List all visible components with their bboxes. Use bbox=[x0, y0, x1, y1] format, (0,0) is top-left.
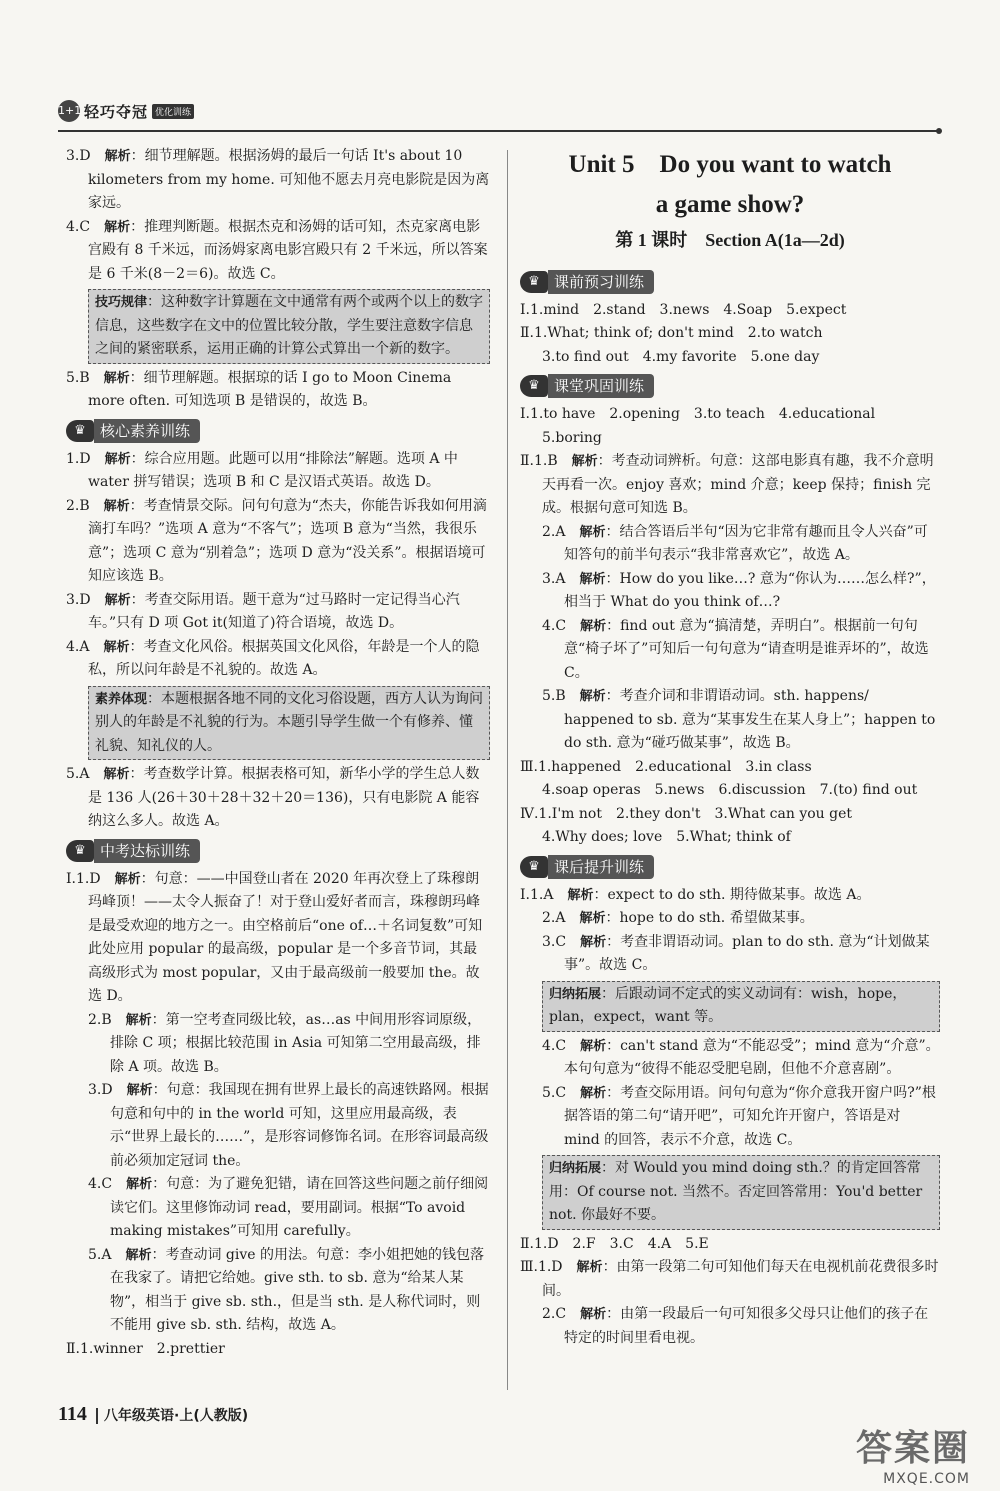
section-title: 课后提升训练 bbox=[548, 855, 654, 879]
tip-box: 归纳拓展：后跟动词不定式的实义动词有：wish，hope，plan，expect，want 等。 bbox=[542, 981, 940, 1032]
section-title: 课前预习训练 bbox=[548, 270, 654, 294]
section-banner bbox=[66, 418, 200, 444]
page-number: 114 bbox=[58, 1403, 87, 1425]
page-footer bbox=[58, 1403, 248, 1426]
answer-item: 2.A 解析：hope to do sth. 希望做某事。 bbox=[542, 910, 814, 926]
answer-item: Ⅱ.1.winner 2.prettier bbox=[66, 1340, 225, 1357]
answer-item: 2.B 解析：考查情景交际。问句句意为“杰夫，你能告诉我如何用滴滴打车吗？”选项 A 意为“不客气”；选项 B 意为“当然，我很乐意”；选项 C 意为“别着急”；选项 D 意为“没关系”。根据语境可知应该选 B。 bbox=[66, 497, 487, 584]
answer-item: Ⅰ.1.D 解析：句意：——中国登山者在 2020 年再次登上了珠穆朗玛峰顶！——太令人振奋了！对于登山爱好者而言，珠穆朗玛峰是最受欢迎的地方之一。由空格前后“one of…＋名词复数”可知此处应用 popular 的最高级，popular 是一个多音节词，其最高级形式为 most popular，又由于最高级前一般要加 the。故选 D。 bbox=[66, 870, 483, 1004]
answer-item: 3.C 解析：考查非谓语动词。plan to do sth. 意为“计划做某事”。故选 C。 bbox=[542, 933, 930, 973]
answer-item: 2.C 解析：由第一段最后一句可知很多父母只让他们的孩子在特定的时间里看电视。 bbox=[542, 1306, 929, 1346]
answer-item: 5.C 解析：考查交际用语。问句句意为“你介意我开窗户吗?”根据答语的第二句“请开吧”，可知允许开窗户，答语是对 mind 的回答，表示不介意，故选 C。 bbox=[542, 1084, 936, 1148]
watermark bbox=[856, 1420, 970, 1487]
answer-item: 4.C 解析：推理判断题。根据杰克和汤姆的话可知，杰克家离电影宫殿有 8 千米远，而汤姆家离电影宫殿只有 2 千米远，所以答案是 6 千米(8－2＝6)。故选 C。 bbox=[66, 218, 488, 282]
answer-item: 3.D 解析：考查交际用语。题干意为“过马路时一定记得当心汽车。”只有 D 项 Got it(知道了)符合语境，故选 D。 bbox=[66, 591, 460, 631]
answer-item: Ⅱ.1.What; think of; don't mind 2.to watch bbox=[520, 325, 823, 341]
answer-item: Ⅰ.1.to have 2.opening 3.to teach 4.educational bbox=[520, 406, 876, 422]
watermark-url: MXQE.COM bbox=[883, 1471, 970, 1487]
page-header bbox=[58, 100, 938, 134]
answer-item: 5.A 解析：考查数学计算。根据表格可知，新华小学的学生总人数是 136 人(26＋30＋28＋32＋20＝136)，只有电影院 A 能容纳这么多人。故选 A。 bbox=[66, 766, 480, 829]
section-banner bbox=[520, 269, 654, 295]
tip-box: 技巧规律：这种数字计算题在文中通常有两个或两个以上的数字信息，这些数字在文中的位置比较分散，学生要注意数字信息之间的紧密联系，运用正确的计算公式算出一个新的数字。 bbox=[88, 289, 490, 364]
book-title: 八年级英语·上(人教版) bbox=[96, 1408, 248, 1424]
crown-icon: ♛ bbox=[520, 271, 548, 293]
right-column bbox=[520, 145, 940, 1350]
answer-item: 3.A 解析：How do you like…? 意为“你认为……怎么样?”，相当于 What do you think of…? bbox=[542, 570, 936, 610]
crown-icon: ♛ bbox=[520, 375, 548, 397]
answer-item: 3.D 解析：细节理解题。根据汤姆的最后一句话 It's about 10 kilometers from my home. 可知他不愿去月亮电影院是因为离家远。 bbox=[66, 148, 490, 211]
section-title: 中考达标训练 bbox=[94, 839, 200, 863]
section-banner bbox=[520, 854, 654, 880]
brand-logo bbox=[58, 100, 194, 122]
answer-item: Ⅲ.1.happened 2.educational 3.in class bbox=[520, 758, 812, 775]
header-rule bbox=[58, 130, 938, 132]
section-banner bbox=[520, 373, 654, 399]
answer-item: 2.B 解析：第一空考查同级比较，as…as 中间用形容词原级，排除 C 项；根据比较范围 in Asia 可知第二空用最高级，排除 A 项。故选 B。 bbox=[88, 1011, 482, 1075]
answer-item: 4.C 解析：句意：为了避免犯错，请在回答这些问题之前仔细阅读它们。这里修饰动词 read，要用副词。根据“To avoid making mistakes”可知用 carefully。 bbox=[88, 1176, 489, 1239]
answer-item: 4.soap operas 5.news 6.discussion 7.(to) find out bbox=[542, 782, 918, 798]
left-column bbox=[66, 145, 490, 1361]
crown-icon: ♛ bbox=[66, 840, 94, 862]
answer-item: Ⅲ.1.D 解析：由第一段第二句可知他们每天在电视机前花费很多时间。 bbox=[520, 1259, 939, 1299]
crown-icon: ♛ bbox=[66, 420, 94, 442]
section-title: 课堂巩固训练 bbox=[548, 374, 654, 398]
answer-item: 2.A 解析：结合答语后半句“因为它非常有趣而且令人兴奋”可知答句的前半句表示“我非常喜欢它”，故选 A。 bbox=[542, 523, 928, 563]
answer-item: 5.B 解析：细节理解题。根据琼的话 I go to Moon Cinema more often. 可知选项 B 是错误的，故选 B。 bbox=[66, 369, 452, 409]
answer-item: Ⅰ.1.A 解析：expect to do sth. 期待做某事。故选 A。 bbox=[520, 886, 871, 903]
answer-item: 4.C 解析：find out 意为“搞清楚，弄明白”。根据前一句句意“椅子坏了”可知后一句句意为“请查明是谁弄坏的”，故选 C。 bbox=[542, 617, 929, 681]
answer-item: Ⅰ.1.mind 2.stand 3.news 4.Soap 5.expect bbox=[520, 301, 847, 318]
answer-item: Ⅱ.1.B 解析：考查动词辨析。句意：这部电影真有趣，我不介意明天再看一次。enjoy 喜欢；mind 介意；keep 保持；finish 完成。根据句意可知选 B。 bbox=[520, 453, 934, 516]
brand-subtitle: 优化训练 bbox=[152, 104, 194, 119]
answer-item: 4.Why does; love 5.What; think of bbox=[542, 829, 791, 845]
answer-item: 5.B 解析：考查介词和非谓语动词。sth. happens/ happened to sb. 意为“某事发生在某人身上”；happen to do sth. 意为“碰巧做某事”，故选 B。 bbox=[542, 688, 936, 751]
watermark-logo: 答案圈 bbox=[855, 1428, 970, 1469]
tip-box: 素养体现：本题根据各地不同的文化习俗设题，西方人认为询问别人的年龄是不礼貌的行为。本题引导学生做一个有修养、懂礼貌、知礼仪的人。 bbox=[88, 686, 490, 761]
answer-item: 4.C 解析：can't stand 意为“不能忍受”；mind 意为“介意”。本句句意为“彼得不能忍受肥皂剧，但他不介意喜剧”。 bbox=[542, 1037, 940, 1077]
tip-box: 归纳拓展：对 Would you mind doing sth.？的肯定回答常用：Of course not. 当然不。否定回答常用：You'd better not. 你最好不要。 bbox=[542, 1155, 940, 1230]
crown-icon: 1+1 bbox=[58, 100, 80, 122]
section-banner bbox=[66, 838, 200, 864]
answer-item: 5.boring bbox=[542, 429, 602, 446]
crown-icon: ♛ bbox=[520, 856, 548, 878]
lesson-title: 第 1 课时 Section A(1a—2d) bbox=[615, 230, 845, 250]
column-divider bbox=[507, 150, 508, 1390]
unit-title: Unit 5 Do you want to watch a game show? bbox=[568, 151, 892, 218]
answer-item: 1.D 解析：综合应用题。此题可以用“排除法”解题。选项 A 中 water 拼写错误；选项 B 和 C 是汉语式英语。故选 D。 bbox=[66, 450, 458, 490]
answer-item: 3.D 解析：句意：我国现在拥有世界上最长的高速铁路网。根据句意和句中的 in the world 可知，这里应用最高级，表示“世界上最长的……”，是形容词修饰名词。在形容词最高级前必须加定冠词 the。 bbox=[88, 1082, 489, 1169]
answer-item: Ⅳ.1.I'm not 2.they don't 3.What can you get bbox=[520, 805, 853, 822]
answer-item: 4.A 解析：考查文化风俗。根据英国文化风俗，年龄是一个人的隐私，所以问年龄是不礼貌的。故选 A。 bbox=[66, 638, 480, 678]
section-title: 核心素养训练 bbox=[94, 419, 200, 443]
brand-title: 轻巧夺冠 bbox=[84, 102, 149, 121]
answer-item: 5.A 解析：考查动词 give 的用法。句意：李小姐把她的钱包落在我家了。请把它给她。give sth. to sb. 意为“给某人某物”，相当于 give sb. sth.，但是当 sth. 是人称代词时，则不能用 give sb. sth. 结构，故选 A。 bbox=[88, 1246, 485, 1333]
answer-item: 3.to find out 4.my favorite 5.one day bbox=[542, 348, 820, 365]
answer-item: Ⅱ.1.D 2.F 3.C 4.A 5.E bbox=[520, 1235, 709, 1252]
